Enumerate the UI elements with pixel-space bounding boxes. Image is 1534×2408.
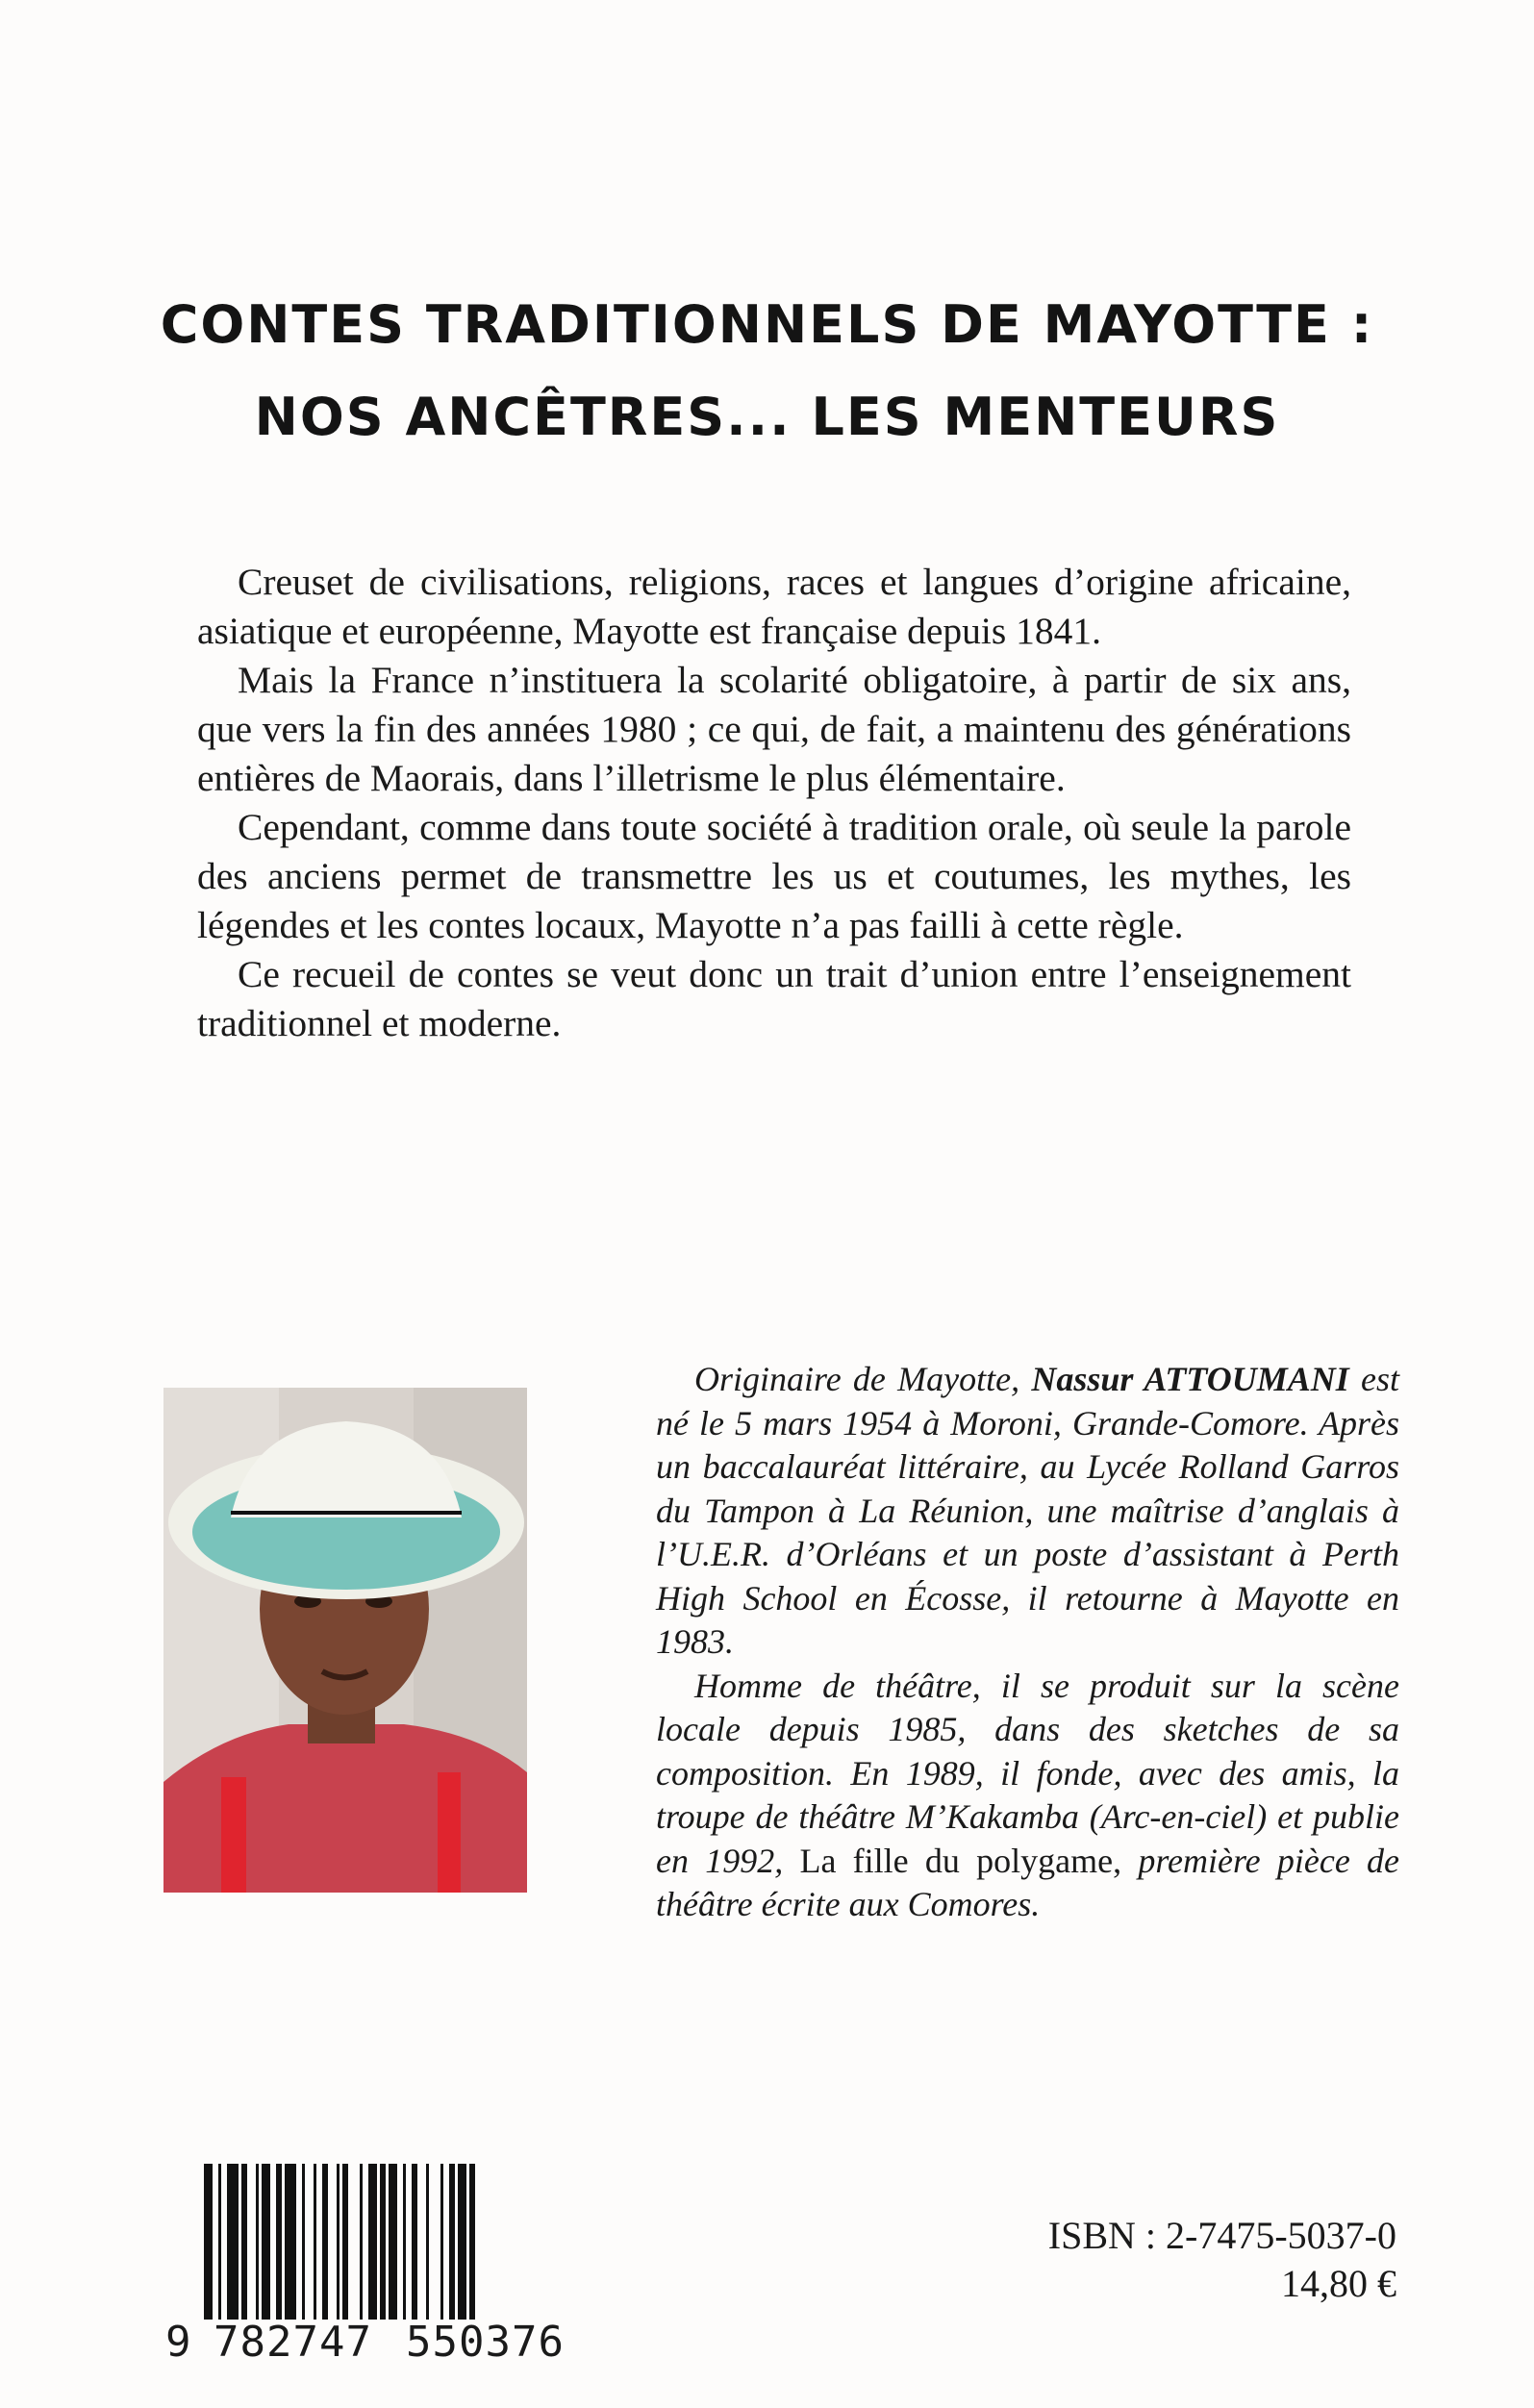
barcode-bar [322,2164,328,2320]
barcode-bar [469,2164,475,2320]
barcode-bar [314,2164,316,2320]
barcode-bar [380,2164,386,2320]
barcode-bar [276,2164,282,2320]
barcode-bar [262,2164,270,2320]
back-cover-blurb [197,558,1351,1048]
barcode-bar [337,2164,339,2320]
bio-paragraph-1 [656,1358,1399,1665]
barcode-digits-left: 782747 [214,2318,372,2367]
barcode-bar [440,2164,443,2320]
barcode-bar [360,2164,363,2320]
barcode [165,2164,610,2368]
barcode-bar [285,2164,296,2320]
barcode-bar [204,2164,213,2320]
barcode-bar [412,2164,417,2320]
barcode-bar [389,2164,397,2320]
barcode-bar [218,2164,221,2320]
barcode-bar [256,2164,259,2320]
barcode-bar [302,2164,305,2320]
title-line-2: NOS ANCÊTRES... LES MENTEURS [254,387,1280,447]
bio-text: Homme de théâtre, il se produit sur la scène locale depuis 1985, dans des sketches de sa composition. En 1989, il fonde, avec des amis, la troupe de théâtre M’Kakamba (Arc-en-ciel) et publie en 1992, [656,1666,1399,1880]
barcode-bar [342,2164,348,2320]
barcode-first-digit: 9 [165,2318,191,2367]
barcode-bar [426,2164,429,2320]
author-biography [656,1358,1399,1927]
barcode-bar [403,2164,406,2320]
barcode-bar [241,2164,247,2320]
author-portrait-image [163,1388,527,1893]
barcode-bars [204,2164,610,2320]
book-title [0,279,1534,464]
price: 14,80 € [1281,2262,1396,2305]
isbn-price-block [962,2212,1396,2308]
barcode-bar [227,2164,239,2320]
bio-text: première pièce de théâtre écrite aux Comores. [656,1841,1400,1923]
blurb-paragraph: Cependant, comme dans toute société à tradition orale, où seule la parole des anciens permet de transmettre les us et coutumes, les mythes, les légendes et les contes locaux, Mayotte n’a pas failli à cette règle. [197,806,1351,946]
blurb-paragraph: Ce recueil de contes se veut donc un trait d’union entre l’enseignement traditionnel et moderne. [197,953,1351,1044]
barcode-bar [368,2164,377,2320]
author-name: Nassur ATTOUMANI [1031,1360,1349,1398]
barcode-digits-right: 550376 [406,2318,565,2367]
bio-text: est né le 5 mars 1954 à Moroni, Grande-Comore. Après un baccalauréat littéraire, au Lycée Rolland Garros du Tampon à La Réunion, une maîtrise d’anglais à l’U.E.R. d’Orléans et un poste d’assistant à Perth High School en Écosse, il retourne à Mayotte en 1983. [656,1360,1400,1661]
blurb-paragraph: Mais la France n’instituera la scolarité obligatoire, à partir de six ans, que vers la fin des années 1980 ; ce qui, de fait, a maintenu des générations entières de Maorais, dans l’illetrisme le plus élémentaire. [197,659,1351,799]
work-title: La fille du polygame, [799,1841,1122,1880]
barcode-bar [458,2164,466,2320]
author-photo [163,1388,527,1893]
barcode-bar [449,2164,455,2320]
bio-text: Originaire de Mayotte, [694,1360,1032,1398]
blurb-paragraph: Creuset de civilisations, religions, races et langues d’origine africaine, asiatique et européenne, Mayotte est française depuis 1841. [197,561,1351,652]
bio-paragraph-2 [656,1665,1399,1927]
title-line-1: CONTES TRADITIONNELS DE MAYOTTE : [160,294,1374,355]
isbn-number: ISBN : 2-7475-5037-0 [1047,2214,1396,2257]
